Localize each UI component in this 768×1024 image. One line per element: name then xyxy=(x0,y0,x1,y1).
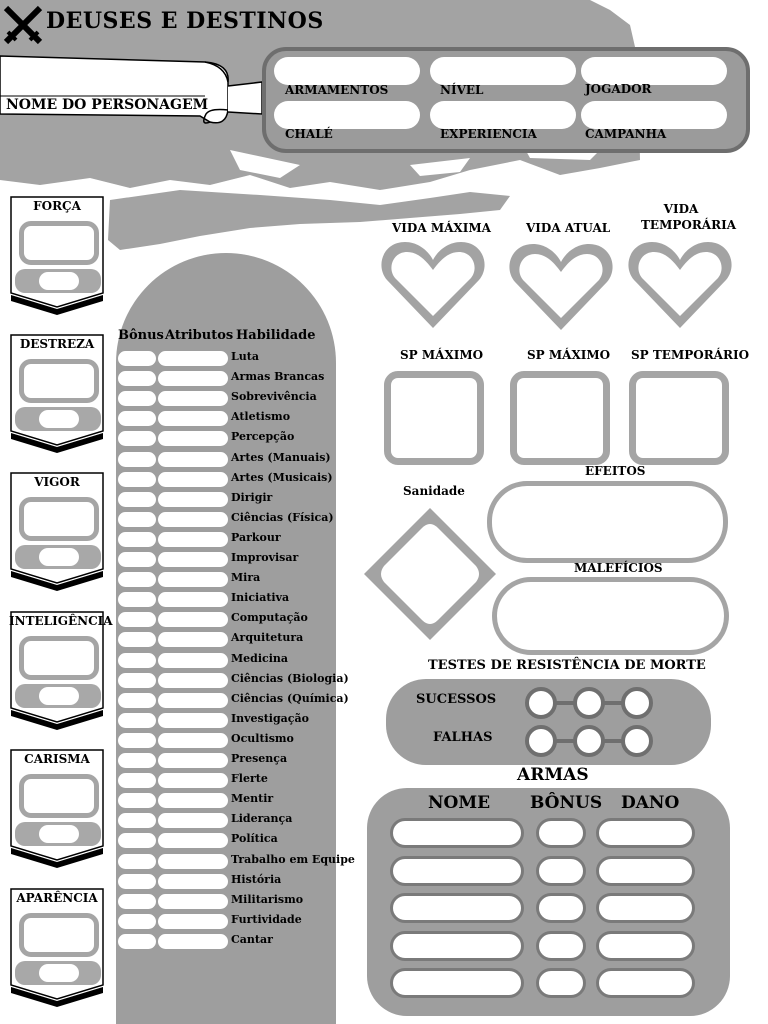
skill-bonus-field[interactable] xyxy=(118,592,156,607)
skill-row xyxy=(118,370,348,386)
attribute-modifier-field[interactable] xyxy=(39,410,79,428)
attribute-name: DESTREZA xyxy=(19,337,95,351)
attribute-modifier-band xyxy=(15,407,101,431)
player-label: JOGADOR xyxy=(585,82,652,96)
scroll-banner-icon xyxy=(0,52,270,132)
death-saves-title: TESTES DE RESISTÊNCIA DE MORTE xyxy=(428,658,706,673)
attribute-modifier-field[interactable] xyxy=(39,548,79,566)
skill-bonus-field[interactable] xyxy=(118,552,156,567)
skill-bonus-field[interactable] xyxy=(118,632,156,647)
skill-attribute-field[interactable] xyxy=(158,673,228,688)
skill-name: Medicina xyxy=(231,651,289,665)
skill-attribute-field[interactable] xyxy=(158,371,228,386)
skill-attribute-field[interactable] xyxy=(158,713,228,728)
skill-bonus-field[interactable] xyxy=(118,934,156,949)
experience-field[interactable] xyxy=(430,101,576,129)
skill-row xyxy=(118,893,348,909)
skill-row xyxy=(118,511,348,527)
skill-name: Parkour xyxy=(231,530,281,544)
skill-name: Sobrevivência xyxy=(231,390,317,404)
skill-name: Ciências (Química) xyxy=(231,691,349,705)
weapon-damage-field[interactable] xyxy=(596,968,695,998)
failure-circle[interactable] xyxy=(525,725,557,757)
attribute-name: VIGOR xyxy=(34,475,80,489)
skill-name: Mira xyxy=(231,571,261,585)
skill-row xyxy=(118,571,348,587)
heart-icon[interactable] xyxy=(507,242,615,332)
skill-row xyxy=(118,672,348,688)
skill-row xyxy=(118,350,348,366)
attribute-value-field[interactable] xyxy=(19,221,99,265)
cabin-label: CHALÉ xyxy=(285,127,333,141)
skill-name: Improvisar xyxy=(231,551,299,564)
skill-row xyxy=(118,471,348,487)
weapon-damage-field[interactable] xyxy=(596,818,695,848)
skill-row xyxy=(118,852,355,869)
success-circle[interactable] xyxy=(573,687,605,719)
skill-row xyxy=(118,732,348,748)
skill-attribute-field[interactable] xyxy=(158,572,228,587)
attribute-name: CARISMA xyxy=(24,752,90,766)
skill-name: Furtividade xyxy=(231,912,302,926)
skill-row xyxy=(118,752,348,768)
skill-row xyxy=(118,451,348,467)
weapon-name-field[interactable] xyxy=(390,893,524,923)
attribute-modifier-band xyxy=(15,822,101,846)
attribute-modifier-field[interactable] xyxy=(39,272,79,290)
skill-name: Computação xyxy=(231,611,308,625)
skill-row xyxy=(118,812,348,828)
attribute-value-field[interactable] xyxy=(19,774,99,818)
skill-name: Ocultismo xyxy=(231,731,294,745)
sp-max-box[interactable] xyxy=(384,371,484,465)
skill-name: Liderança xyxy=(231,812,293,826)
weapon-bonus-field[interactable] xyxy=(536,818,586,848)
skill-bonus-field[interactable] xyxy=(118,813,156,828)
attribute-modifier-band xyxy=(15,684,101,708)
skill-name: Iniciativa xyxy=(231,591,290,605)
skill-bonus-field[interactable] xyxy=(118,753,156,768)
attribute-shield xyxy=(9,748,105,868)
skill-bonus-field[interactable] xyxy=(118,693,156,708)
weapon-name-field[interactable] xyxy=(390,818,524,848)
attribute-value-field[interactable] xyxy=(19,913,99,957)
weapon-bonus-field[interactable] xyxy=(536,931,586,961)
level-field[interactable] xyxy=(430,57,576,85)
skill-row xyxy=(118,631,348,647)
skill-name: Armas Brancas xyxy=(231,370,325,384)
skill-row xyxy=(118,491,348,507)
skill-name: Política xyxy=(231,832,278,846)
skill-attribute-field[interactable] xyxy=(158,512,228,527)
attribute-modifier-field[interactable] xyxy=(39,964,79,982)
attribute-shield xyxy=(9,195,105,315)
curses-label: MALEFÍCIOS xyxy=(574,561,663,575)
attribute-modifier-field[interactable] xyxy=(39,825,79,843)
skill-bonus-field[interactable] xyxy=(118,512,156,527)
skill-row xyxy=(118,410,348,426)
attribute-value-field[interactable] xyxy=(19,497,99,541)
sanity-label: Sanidade xyxy=(403,484,465,498)
skill-attribute-field[interactable] xyxy=(158,452,228,467)
skill-attribute-field[interactable] xyxy=(158,592,228,607)
skill-row xyxy=(118,772,348,788)
skill-name: História xyxy=(231,872,282,886)
skill-attribute-field[interactable] xyxy=(158,632,228,647)
skill-bonus-field[interactable] xyxy=(118,653,156,668)
attribute-modifier-field[interactable] xyxy=(39,687,79,705)
weapon-name-field[interactable] xyxy=(390,856,524,886)
skill-name: Ciências (Biologia) xyxy=(231,671,349,685)
skill-name: Percepção xyxy=(231,430,295,444)
attribute-name: INTELIGÊNCIA xyxy=(9,614,113,628)
diamond-icon[interactable] xyxy=(362,506,498,642)
skill-bonus-field[interactable] xyxy=(118,673,156,688)
skill-name: Investigação xyxy=(231,711,309,725)
weapon-name-field[interactable] xyxy=(390,931,524,961)
armaments-label: ARMAMENTOS xyxy=(285,83,389,97)
player-field[interactable] xyxy=(581,57,727,85)
weapons-title: ARMAS xyxy=(517,765,589,785)
skill-bonus-field[interactable] xyxy=(118,793,156,808)
skill-attribute-field[interactable] xyxy=(158,411,228,426)
sp-max-label-2: SP MÁXIMO xyxy=(527,348,611,362)
skill-name: Dirigir xyxy=(231,490,273,504)
hp-temp-label: VIDA TEMPORÁRIA xyxy=(641,202,737,232)
skill-row xyxy=(118,832,348,848)
weapon-bonus-field[interactable] xyxy=(536,893,586,923)
skill-name: Presença xyxy=(231,752,288,765)
skill-bonus-field[interactable] xyxy=(118,411,156,426)
skill-row xyxy=(118,933,348,949)
successes-label: SUCESSOS xyxy=(416,692,497,707)
skill-bonus-field[interactable] xyxy=(118,733,156,748)
skill-row xyxy=(118,873,348,889)
attribute-shield xyxy=(9,471,105,591)
skill-attribute-field[interactable] xyxy=(158,693,228,708)
skill-name: Ciências (Física) xyxy=(231,510,334,524)
skill-name: Mentir xyxy=(231,792,274,806)
experience-label: EXPERIENCIA xyxy=(440,127,537,141)
attribute-shield xyxy=(9,333,105,453)
skill-bonus-field[interactable] xyxy=(118,492,156,507)
cabin-field[interactable] xyxy=(274,101,420,129)
skill-name: Flerte xyxy=(231,772,268,786)
skill-name: Atletismo xyxy=(231,410,291,424)
failure-circle[interactable] xyxy=(573,725,605,757)
skill-name: Cantar xyxy=(231,932,273,946)
attribute-modifier-band xyxy=(15,545,101,569)
skill-attribute-field[interactable] xyxy=(158,833,228,848)
skill-row xyxy=(118,591,348,607)
hp-max-label: VIDA MÁXIMA xyxy=(392,221,491,235)
skill-bonus-field[interactable] xyxy=(118,713,156,728)
skill-row xyxy=(118,551,348,567)
skills-header-skill: Habilidade xyxy=(236,328,316,343)
weapons-col-name: NOME xyxy=(428,793,491,813)
success-circle[interactable] xyxy=(525,687,557,719)
skill-attribute-field[interactable] xyxy=(158,391,228,406)
skill-attribute-field[interactable] xyxy=(158,874,228,889)
skills-header-bonus: Bônus xyxy=(118,328,164,343)
skill-bonus-field[interactable] xyxy=(118,472,156,487)
weapon-name-field[interactable] xyxy=(390,968,524,998)
skill-attribute-field[interactable] xyxy=(158,854,228,869)
weapon-bonus-field[interactable] xyxy=(536,856,586,886)
skill-row xyxy=(118,712,348,728)
skill-bonus-field[interactable] xyxy=(118,854,156,869)
skill-row xyxy=(118,792,348,808)
skill-bonus-field[interactable] xyxy=(118,773,156,788)
skill-attribute-field[interactable] xyxy=(158,914,228,929)
skill-row xyxy=(118,652,348,668)
skill-bonus-field[interactable] xyxy=(118,391,156,406)
skill-attribute-field[interactable] xyxy=(158,351,228,366)
sp-temp-label: SP TEMPORÁRIO xyxy=(631,348,750,362)
skill-attribute-field[interactable] xyxy=(158,532,228,547)
weapon-damage-field[interactable] xyxy=(596,856,695,886)
skill-name: Arquitetura xyxy=(231,631,304,645)
skill-attribute-field[interactable] xyxy=(158,894,228,909)
attribute-modifier-band xyxy=(15,961,101,985)
sp-max-label: SP MÁXIMO xyxy=(400,348,484,362)
skill-name: Luta xyxy=(231,350,259,363)
skill-name: Militarismo xyxy=(231,892,304,906)
skill-row xyxy=(118,430,348,446)
skill-row xyxy=(118,390,348,406)
skill-bonus-field[interactable] xyxy=(118,833,156,848)
sp-max-box-2[interactable] xyxy=(510,371,610,465)
campaign-field[interactable] xyxy=(581,101,727,129)
attribute-value-field[interactable] xyxy=(19,359,99,403)
skill-row xyxy=(118,611,348,627)
skill-bonus-field[interactable] xyxy=(118,874,156,889)
attribute-shield xyxy=(9,887,105,1007)
skill-attribute-field[interactable] xyxy=(158,472,228,487)
skill-attribute-field[interactable] xyxy=(158,813,228,828)
skill-row xyxy=(118,692,348,708)
curses-box[interactable] xyxy=(492,577,729,655)
skill-row xyxy=(118,913,348,929)
skill-name: Artes (Musicais) xyxy=(231,470,333,484)
success-circle[interactable] xyxy=(621,687,653,719)
skill-attribute-field[interactable] xyxy=(158,733,228,748)
skill-attribute-field[interactable] xyxy=(158,934,228,949)
weapon-damage-field[interactable] xyxy=(596,893,695,923)
character-name-label: NOME DO PERSONAGEM xyxy=(6,97,209,113)
heart-icon[interactable] xyxy=(626,240,734,330)
sp-temp-box[interactable] xyxy=(629,371,729,465)
skill-bonus-field[interactable] xyxy=(118,371,156,386)
level-label: NÍVEL xyxy=(440,83,484,97)
effects-box[interactable] xyxy=(487,481,728,563)
attribute-value-field[interactable] xyxy=(19,636,99,680)
skill-attribute-field[interactable] xyxy=(158,431,228,446)
skill-bonus-field[interactable] xyxy=(118,351,156,366)
skill-attribute-field[interactable] xyxy=(158,793,228,808)
skill-attribute-field[interactable] xyxy=(158,753,228,768)
heart-icon[interactable] xyxy=(379,240,487,330)
skill-name: Artes (Manuais) xyxy=(231,450,331,464)
hp-current-label: VIDA ATUAL xyxy=(526,221,611,235)
skill-attribute-field[interactable] xyxy=(158,773,228,788)
skill-row xyxy=(118,531,348,547)
weapons-col-bonus: BÔNUS xyxy=(530,793,603,813)
weapons-col-damage: DANO xyxy=(621,793,680,813)
sheet-title: DEUSES E DESTINOS xyxy=(46,8,324,34)
skill-attribute-field[interactable] xyxy=(158,612,228,627)
crossed-swords-icon xyxy=(2,4,44,46)
skill-bonus-field[interactable] xyxy=(118,914,156,929)
skill-attribute-field[interactable] xyxy=(158,552,228,567)
skill-bonus-field[interactable] xyxy=(118,612,156,627)
failure-circle[interactable] xyxy=(621,725,653,757)
campaign-label: CAMPANHA xyxy=(585,127,667,141)
weapon-damage-field[interactable] xyxy=(596,931,695,961)
skill-bonus-field[interactable] xyxy=(118,572,156,587)
skill-attribute-field[interactable] xyxy=(158,492,228,507)
attribute-name: FORÇA xyxy=(33,199,81,213)
skill-attribute-field[interactable] xyxy=(158,653,228,668)
skill-bonus-field[interactable] xyxy=(118,532,156,547)
skill-bonus-field[interactable] xyxy=(118,452,156,467)
effects-label: EFEITOS xyxy=(585,464,646,478)
skill-name: Trabalho em Equipe xyxy=(231,852,355,866)
attribute-modifier-band xyxy=(15,269,101,293)
armaments-field[interactable] xyxy=(274,57,420,85)
skill-bonus-field[interactable] xyxy=(118,894,156,909)
failures-label: FALHAS xyxy=(433,730,493,745)
skill-bonus-field[interactable] xyxy=(118,431,156,446)
skills-header-attributes: Atributos xyxy=(165,328,234,343)
attribute-shield xyxy=(9,610,113,730)
weapon-bonus-field[interactable] xyxy=(536,968,586,998)
attribute-name: APARÊNCIA xyxy=(16,891,98,905)
